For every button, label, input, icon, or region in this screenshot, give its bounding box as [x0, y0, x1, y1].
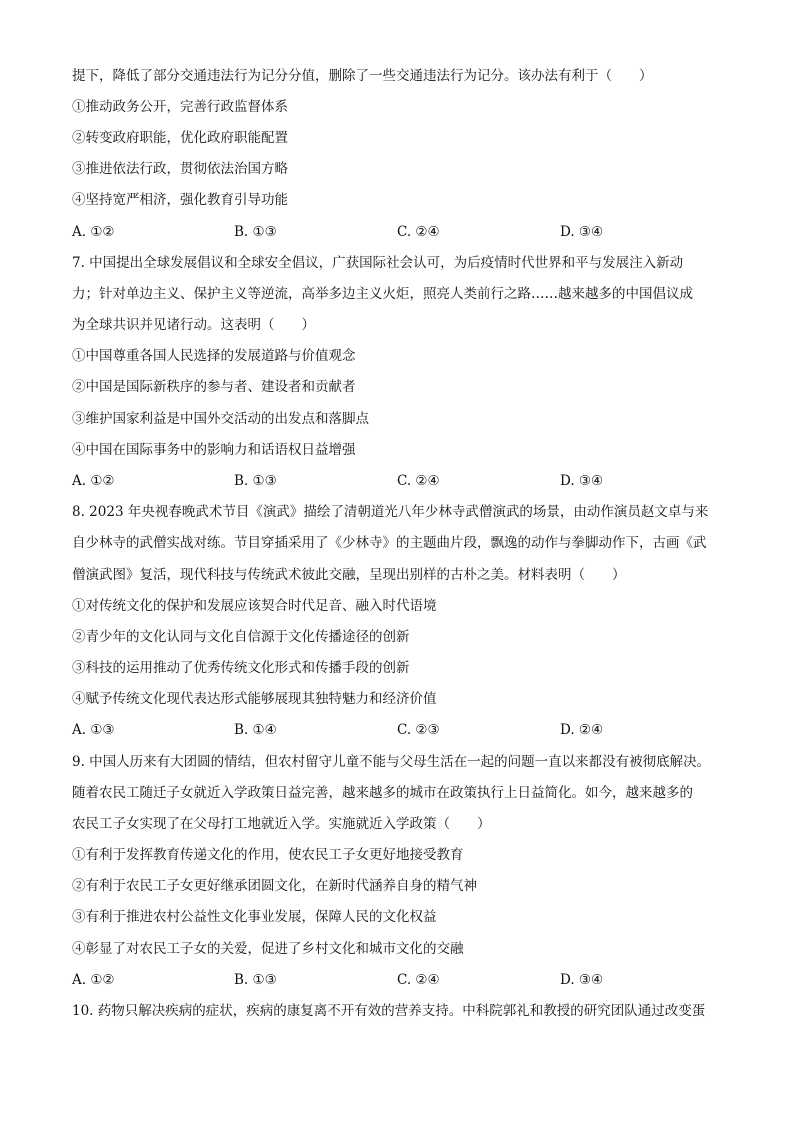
q7-option-a: A. ①② [72, 473, 115, 489]
q7-stem-line-2: 力；针对单边主义、保护主义等逆流，高举多边主义火炬，照亮人类前行之路……越来越多的中国倡议成 [72, 286, 693, 302]
q6-options [72, 223, 742, 241]
q8-option-b: B. ①④ [234, 722, 277, 738]
q8-option-c: C. ②③ [397, 722, 440, 738]
q7-option-d: D. ③④ [560, 473, 604, 489]
q9-option-a: A. ①② [72, 972, 115, 988]
q7-statement-1: ①中国尊重各国人民选择的发展道路与价值观念 [72, 348, 356, 364]
q9-option-c: C. ②④ [397, 972, 440, 988]
q9-option-d: D. ③④ [560, 972, 604, 988]
q10-stem-head: 10. 药物只解决疾病的症状，疾病的康复离不开有效的营养支持。中科院郭礼和教授的研究团队通过改变蛋 [72, 1003, 706, 1019]
q6-statement-1: ①推动政务公开，完善行政监督体系 [72, 99, 288, 115]
q6-statement-3: ③推进依法行政，贯彻依法治国方略 [72, 161, 288, 177]
q9-stem-line-1: 9. 中国人历来有大团圆的情结，但农村留守儿童不能与父母生活在一起的问题一直以来都没有被彻底解决。 [72, 754, 711, 770]
q6-option-a: A. ①② [72, 224, 115, 240]
q6-statement-4: ④坚持宽严相济，强化教育引导功能 [72, 192, 288, 208]
q7-statement-3: ③维护国家利益是中国外交活动的出发点和落脚点 [72, 411, 369, 427]
q9-options [72, 971, 742, 989]
q8-stem-line-3: 僧演武图》复活，现代科技与传统武术彼此交融，呈现出别样的古朴之美。材料表明（ ） [72, 567, 626, 583]
q9-stem-line-3: 农民工子女实现了在父母打工地就近入学。实施就近入学政策（ ） [72, 816, 491, 832]
q6-statement-2: ②转变政府职能，优化政府职能配置 [72, 130, 288, 146]
q7-options [72, 472, 742, 490]
q8-statement-1: ①对传统文化的保护和发展应该契合时代足音、融入时代语境 [72, 598, 437, 614]
q8-statement-4: ④赋予传统文化现代表达形式能够展现其独特魅力和经济价值 [72, 691, 437, 707]
q7-stem-line-1: 7. 中国提出全球发展倡议和全球安全倡议，广获国际社会认可，为后疫情时代世界和平与发展注入新动 [72, 255, 684, 271]
q9-option-b: B. ①③ [234, 972, 277, 988]
q9-statement-4: ④彰显了对农民工子女的关爱，促进了乡村文化和城市文化的交融 [72, 941, 464, 957]
q8-option-a: A. ①③ [72, 722, 115, 738]
q9-statement-1: ①有利于发挥教育传递文化的作用，使农民工子女更好地接受教育 [72, 847, 464, 863]
q7-option-b: B. ①③ [234, 473, 277, 489]
q8-options [72, 721, 742, 739]
q6-stem-tail: 提下，降低了部分交通违法行为记分分值，删除了一些交通违法行为记分。该办法有利于（ ） [72, 68, 653, 84]
q8-statement-2: ②青少年的文化认同与文化自信源于文化传播途径的创新 [72, 629, 410, 645]
q6-option-d: D. ③④ [560, 224, 604, 240]
q8-option-d: D. ②④ [560, 722, 604, 738]
q8-stem-line-1: 8. 2023 年央视春晚武术节目《演武》描绘了清朝道光八年少林寺武僧演武的场景，由动作演员赵文卓与来 [72, 504, 709, 520]
q7-option-c: C. ②④ [397, 473, 440, 489]
q9-stem-line-2: 随着农民工随迁子女就近入学政策日益完善，越来越多的城市在政策执行上日益简化。如今，越来越多的 [72, 785, 693, 801]
q8-statement-3: ③科技的运用推动了优秀传统文化形式和传播手段的创新 [72, 660, 410, 676]
q7-stem-line-3: 为全球共识并见诸行动。这表明（ ） [72, 317, 315, 333]
q9-statement-2: ②有利于农民工子女更好继承团圆文化，在新时代涵养自身的精气神 [72, 878, 477, 894]
q8-stem-line-2: 自少林寺的武僧实战对练。节目穿插采用了《少林寺》的主题曲片段，飘逸的动作与拳脚动作下，古画《武 [72, 535, 707, 551]
q9-statement-3: ③有利于推进农村公益性文化事业发展，保障人民的文化权益 [72, 909, 437, 925]
q7-statement-2: ②中国是国际新秩序的参与者、建设者和贡献者 [72, 379, 356, 395]
q7-statement-4: ④中国在国际事务中的影响力和话语权日益增强 [72, 442, 356, 458]
q6-option-b: B. ①③ [234, 224, 277, 240]
q6-option-c: C. ②④ [397, 224, 440, 240]
